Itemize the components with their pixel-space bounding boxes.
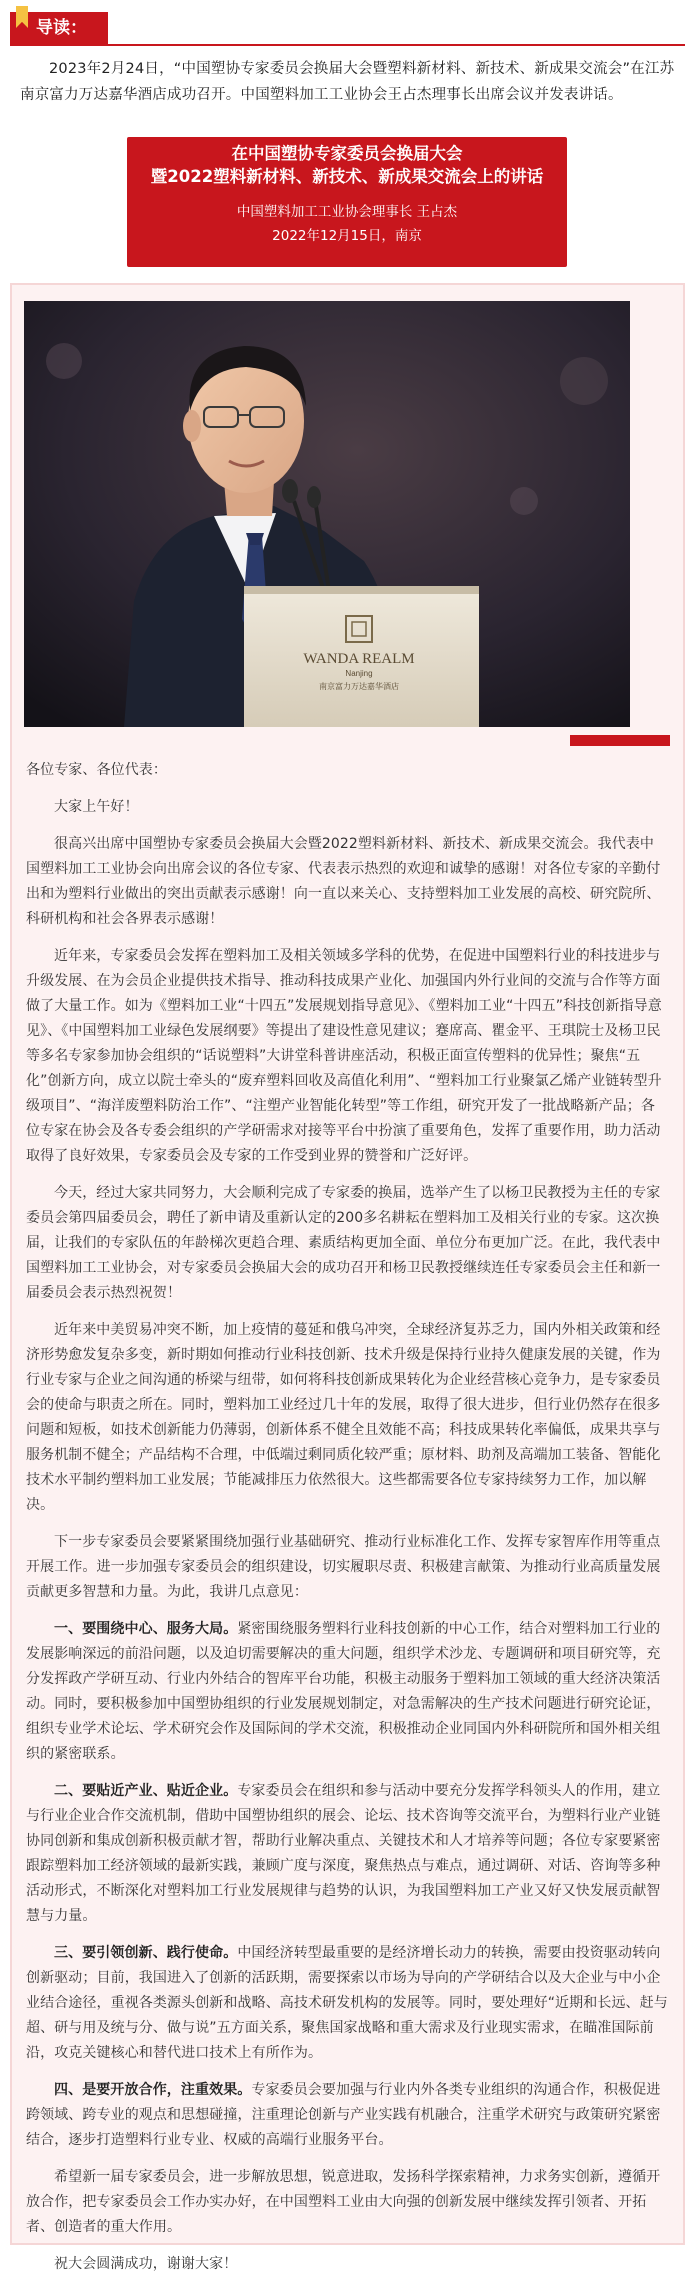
speech-point — [26, 1941, 668, 2066]
speech-closing: 祝大会圆满成功，谢谢大家！ — [54, 2256, 238, 2272]
podium-city: Nanjing — [345, 669, 373, 678]
speech-paragraph: 今天，经过大家共同努力，大会顺利完成了专家委的换届，选举产生了以杨卫民教授为主任的专家委员会第四届委员会，聘任了新申请及重新认定的200多名耕耘在塑料加工及相关行业的专家。这次换届，让我们的专家队伍的年龄梯次更趋合理、素质结构更加全面、单位分布更加广泛。在此，我代表中国塑料加工工业协会，对专家委员会换届大会的成功召开和杨卫民教授继续连任专家委员会主任和新一届委员会表示热烈祝贺！ — [26, 1185, 661, 1301]
photo-accent-bar — [570, 735, 670, 746]
podium-hotel: 南京富力万达嘉华酒店 — [319, 682, 399, 691]
speech-body — [26, 758, 668, 2289]
bookmark-icon — [16, 6, 28, 28]
speech-title-line2: 暨2022塑料新材料、新技术、新成果交流会上的讲话 — [150, 167, 544, 186]
speech-paragraph: 下一步专家委员会要紧紧围绕加强行业基础研究、推动行业标准化工作、发挥专家智库作用等重点开展工作。进一步加强专家委员会的组织建设，切实履职尽责、积极建言献策、为推动行业高质量发展贡献更多智慧和力量。为此，我讲几点意见： — [26, 1534, 661, 1600]
speech-point-heading: 二、要贴近产业、贴近企业。 — [54, 1783, 238, 1799]
speech-speaker: 中国塑料加工工业协会理事长 王占杰 — [236, 204, 458, 220]
speech-paragraph: 很高兴出席中国塑协专家委员会换届大会暨2022塑料新材料、新技术、新成果交流会。我代表中国塑料加工工业协会向出席会议的各位专家、代表表示热烈的欢迎和诚挚的感谢！对各位专家的辛勤付出和为塑料行业做出的突出贡献表示感谢！向一直以来关心、支持塑料加工业发展的高校、研究院所、科研机构和社会各界表示感谢！ — [26, 836, 661, 927]
speech-title-box — [127, 137, 567, 267]
intro-tag — [10, 12, 108, 44]
speech-point — [26, 1779, 668, 1929]
speech-point-text: 中国经济转型最重要的是经济增长动力的转换，需要由投资驱动转向创新驱动；目前，我国进入了创新的活跃期，需要探索以市场为导向的产学研结合以及大企业与中小企业结合途径，重视各类源头创新和战略、高技术研发机构的发展等。同时，要处理好“近期和长远、赶与超、研与用及统与分、做与说”五方面关系，聚焦国家战略和重大需求及行业现实需求，在瞄准国际前沿，攻克关键核心和替代进口技术上有所作为。 — [26, 1945, 668, 2061]
podium-brand: WANDA REALM — [303, 651, 415, 667]
speech-greeting: 各位专家、各位代表： — [26, 762, 167, 778]
speaker-photo — [24, 301, 630, 727]
speech-point-text: 专家委员会要加强与行业内外各类专业组织的沟通合作，积极促进跨领域、跨专业的观点和思想碰撞，注重理论创新与产业实践有机融合，注重学术研究与政策研究紧密结合，逐步打造塑料行业专业、权威的高端行业服务平台。 — [26, 2082, 661, 2148]
speech-paragraph: 近年来中美贸易冲突不断，加上疫情的蔓延和俄乌冲突，全球经济复苏乏力，国内外相关政策和经济形势愈发复杂多变，新时期如何推动行业科技创新、技术升级是保持行业持久健康发展的关键，作为行业专家与企业之间沟通的桥梁与纽带，如何将科技创新成果转化为企业经营核心竞争力，是专家委员会的使命与职责之所在。同时，塑料加工业经过几十年的发展，取得了很大进步，但行业仍然存在很多问题和短板，如技术创新能力仍薄弱，创新体系不健全且效能不高；科技成果转化率偏低，成果共享与服务机制不健全；产品结构不合理，中低端过剩同质化较严重；原材料、助剂及高端加工装备、智能化技术水平制约塑料加工业发展；节能减排压力依然很大。这些都需要各位专家持续努力工作，加以解决。 — [26, 1322, 661, 1513]
intro-tag-label: 导读： — [36, 18, 87, 38]
intro-divider — [10, 44, 685, 46]
speech-point-heading: 一、要围绕中心、服务大局。 — [54, 1621, 238, 1637]
speech-paragraph: 近年来，专家委员会发挥在塑料加工及相关领域多学科的优势，在促进中国塑料行业的科技进步与升级发展、在为会员企业提供技术指导、推动科技成果产业化、加强国内外行业间的交流与合作等方面做了大量工作。如为《塑料加工业“十四五”发展规划指导意见》、《塑料加工业“十四五”科技创新指导意见》、《中国塑料加工业绿色发展纲要》等提出了建设性意见建议；蹇席高、瞿金平、王琪院士及杨卫民等多名专家参加协会组织的“话说塑料”大讲堂科普讲座活动，积极正面宣传塑料的优异性；聚焦“五化”创新方向，成立以院士牵头的“废弃塑料回收及高值化利用”、“塑料加工行业聚氯乙烯产业链转型升级项目”、“海洋废塑料防治工作”、“注塑产业智能化转型”等工作组，研究开发了一批战略新产品；各位专家在协会及各专委会组织的产学研需求对接等平台中扮演了重要角色，发挥了重要作用，助力活动取得了良好效果，专家委员会及专家的工作受到业界的赞誉和广泛好评。 — [26, 948, 662, 1164]
speech-paragraph: 希望新一届专家委员会，进一步解放思想，锐意进取，发扬科学探索精神，力求务实创新，遵循开放合作，把专家委员会工作办实办好，在中国塑料工业由大向强的创新发展中继续发挥引领者、开拓者、创造者的重大作用。 — [26, 2169, 661, 2235]
speech-point — [26, 1617, 668, 1767]
speech-point-text: 紧密围绕服务塑料行业科技创新的中心工作，结合对塑料加工行业的发展影响深远的前沿问题，以及迫切需要解决的重大问题，组织学术沙龙、专题调研和项目研究等，充分发挥政产学研互动、行业内外结合的智库平台功能，积极主动服务于塑料加工领域的重大经济决策活动。同时，要积极参加中国塑协组织的行业发展规划制定，对急需解决的生产技术问题进行研究论证，组织专业学术论坛、学术研究会作及国际间的学术交流，积极推动企业同国内外科研院所和国外相关组织的紧密联系。 — [26, 1621, 661, 1762]
speech-date-place: 2022年12月15日，南京 — [272, 228, 422, 244]
speech-hello: 大家上午好！ — [54, 799, 139, 815]
speech-point-heading: 三、要引领创新、践行使命。 — [54, 1945, 238, 1961]
speech-title-line1: 在中国塑协专家委员会换届大会 — [231, 144, 463, 163]
speech-point — [26, 2078, 668, 2153]
intro-text: 2023年2月24日，“中国塑协专家委员会换届大会暨塑料新材料、新技术、新成果交流会”在江苏南京富力万达嘉华酒店成功召开。中国塑料加工工业协会王占杰理事长出席会议并发表讲话。 — [20, 61, 675, 103]
speech-point-text: 专家委员会在组织和参与活动中要充分发挥学科领头人的作用，建立与行业企业合作交流机制，借助中国塑协组织的展会、论坛、技术咨询等交流平台，为塑料行业产业链协同创新和集成创新积极贡献才智，帮助行业解决重点、关键技术和人才培养等问题；各位专家要紧密跟踪塑料加工经济领域的最新实践，兼顾广度与深度，聚焦热点与难点，通过调研、对话、咨询等多种活动形式，不断深化对塑料加工行业发展规律与趋势的认识，为我国塑料加工产业又好又快发展贡献智慧与力量。 — [26, 1783, 661, 1924]
speech-point-heading: 四、是要开放合作，注重效果。 — [54, 2082, 252, 2098]
